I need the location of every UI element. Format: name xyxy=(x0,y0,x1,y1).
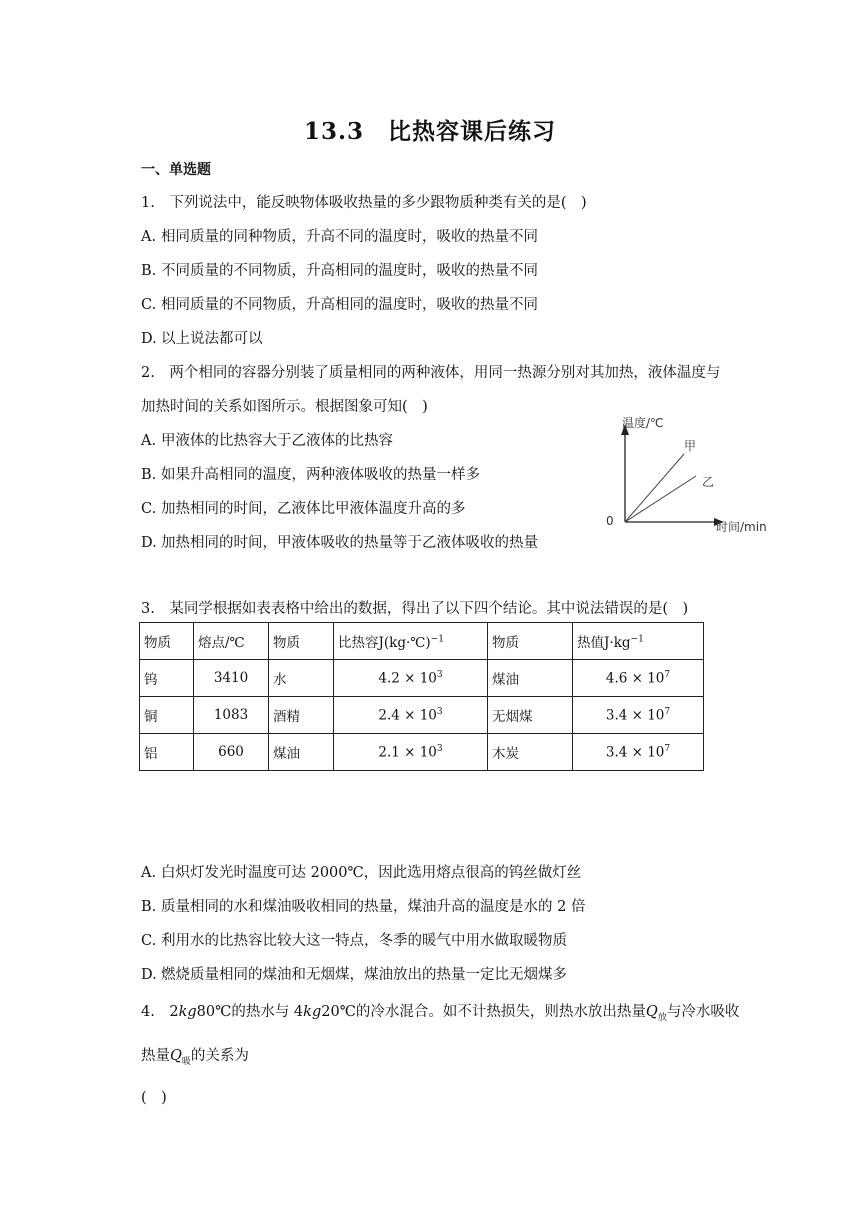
table-cell xyxy=(573,734,704,771)
option-text: 相同质量的不同物质，升高相同的温度时，吸收的热量不同 xyxy=(161,297,538,313)
option-letter: B. xyxy=(141,899,157,915)
table-cell: 物质 xyxy=(488,623,573,660)
option-text: 加热相同的时间，甲液体吸收的热量等于乙液体吸收的热量 xyxy=(161,535,538,551)
q3-option-b[interactable] xyxy=(141,895,585,916)
option-letter: D. xyxy=(141,535,157,551)
table-cell: 煤油 xyxy=(488,660,573,697)
value-base: 2.4 × 10 xyxy=(378,707,437,724)
mass-hot: 2 xyxy=(169,1004,179,1020)
q4-stem-line2 xyxy=(141,1044,249,1067)
table-cell xyxy=(334,623,488,660)
table-row xyxy=(140,697,704,734)
option-letter: C. xyxy=(141,297,157,313)
q2-stem-line2: 加热时间的关系如图所示。根据图象可知( ) xyxy=(141,399,428,415)
table-cell: 1083 xyxy=(194,697,269,734)
table-cell: 660 xyxy=(194,734,269,771)
q2-stem-line1: 2. 两个相同的容器分别装了质量相同的两种液体，用同一热源分别对其加热，液体温度与 xyxy=(141,365,721,381)
exponent: −1 xyxy=(630,634,644,645)
option-text: 白炽灯发光时温度可达 2000℃，因此选用熔点很高的钨丝做灯丝 xyxy=(161,865,582,881)
q3-option-c[interactable] xyxy=(141,929,567,950)
exponent: 3 xyxy=(436,743,443,754)
exponent: 3 xyxy=(436,669,443,680)
q1-option-c[interactable] xyxy=(141,293,538,314)
value-base: 4.2 × 10 xyxy=(378,670,437,687)
table-cell: 木炭 xyxy=(488,734,573,771)
unit-kg: kg xyxy=(303,1004,322,1020)
table-cell xyxy=(573,623,704,660)
option-text: 不同质量的不同物质，升高相同的温度时，吸收的热量不同 xyxy=(161,263,538,279)
option-letter: B. xyxy=(141,467,157,483)
option-text: 加热相同的时间，乙液体比甲液体温度升高的多 xyxy=(161,501,466,517)
table-cell: 熔点/℃ xyxy=(194,623,269,660)
table-cell: 物质 xyxy=(269,623,334,660)
exponent: 3 xyxy=(436,706,443,717)
option-text: 燃烧质量相同的煤油和无烟煤，煤油放出的热量一定比无烟煤多 xyxy=(161,967,567,983)
data-table xyxy=(139,622,704,771)
exponent: −1 xyxy=(430,634,444,645)
table-row xyxy=(140,660,704,697)
option-letter: C. xyxy=(141,933,157,949)
q1-option-b[interactable] xyxy=(141,259,538,280)
q1-option-d[interactable] xyxy=(141,327,263,348)
table-cell xyxy=(334,660,488,697)
specific-heat-header: 比热容J(kg·℃) xyxy=(338,635,431,651)
table-cell xyxy=(334,734,488,771)
q1-option-a[interactable] xyxy=(141,225,538,246)
q1-stem: 1. 下列说法中，能反映物体吸收热量的多少跟物质种类有关的是( ) xyxy=(141,195,587,211)
q2-option-d[interactable] xyxy=(141,531,538,552)
option-letter: A. xyxy=(141,433,157,449)
option-text: 相同质量的同种物质，升高不同的温度时，吸收的热量不同 xyxy=(161,229,538,245)
q4-text-1: 80℃的热水与 4 xyxy=(196,1004,304,1020)
exponent: 7 xyxy=(664,743,671,754)
table-cell xyxy=(573,660,704,697)
exponent: 7 xyxy=(664,669,671,680)
option-letter: A. xyxy=(141,229,157,245)
heat-value-header: 热值J·kg xyxy=(577,635,631,651)
q2-option-a[interactable] xyxy=(141,429,393,450)
option-letter: D. xyxy=(141,967,157,983)
q3-option-d[interactable] xyxy=(141,963,567,984)
table-cell: 煤油 xyxy=(269,734,334,771)
table-cell: 酒精 xyxy=(269,697,334,734)
q2-option-c[interactable] xyxy=(141,497,466,518)
section-heading: 一、单选题 xyxy=(141,162,211,178)
table-row xyxy=(140,734,704,771)
option-letter: D. xyxy=(141,331,157,347)
option-text: 甲液体的比热容大于乙液体的比热容 xyxy=(161,433,393,449)
q4-answer-paren: ( ) xyxy=(141,1090,167,1106)
option-letter: B. xyxy=(141,263,157,279)
value-base: 3.4 × 10 xyxy=(605,707,665,724)
q4-text-3: 与冷水吸收 xyxy=(666,1004,740,1020)
option-letter: A. xyxy=(141,865,157,881)
subscript-release: 放 xyxy=(657,1012,667,1023)
q4-text-2: 20℃的冷水混合。如不计热损失，则热水放出热量 xyxy=(321,1004,646,1020)
table-cell: 水 xyxy=(269,660,334,697)
q4-text-4: 热量 xyxy=(141,1048,170,1064)
q4-stem-line1 xyxy=(141,1000,739,1023)
table-cell: 3410 xyxy=(194,660,269,697)
table-cell xyxy=(334,697,488,734)
option-letter: C. xyxy=(141,501,157,517)
exponent: 7 xyxy=(664,706,671,717)
value-base: 3.4 × 10 xyxy=(605,744,665,761)
symbol-q: Q xyxy=(645,1004,658,1020)
table-cell: 物质 xyxy=(140,623,194,660)
page-title: 13.3 比热容课后练习 xyxy=(303,118,557,145)
line-yi-label: 乙 xyxy=(702,475,715,489)
q3-stem: 3. 某同学根据如表表格中给出的数据，得出了以下四个结论。其中说法错误的是( ) xyxy=(141,601,689,617)
q4-text-5: 的关系为 xyxy=(190,1048,249,1064)
unit-kg: kg xyxy=(178,1004,197,1020)
symbol-q: Q xyxy=(170,1048,182,1064)
line-yi xyxy=(625,476,696,522)
y-axis-label: 温度/℃ xyxy=(622,416,664,430)
x-axis-label: 时间/min xyxy=(716,520,767,534)
option-text: 以上说法都可以 xyxy=(161,331,263,347)
origin-label: 0 xyxy=(606,514,614,528)
temperature-time-graph xyxy=(600,410,790,540)
q3-option-a[interactable] xyxy=(141,861,581,882)
table-cell xyxy=(573,697,704,734)
table-cell: 铜 xyxy=(140,697,194,734)
subscript-absorb: 吸 xyxy=(181,1056,191,1067)
value-base: 4.6 × 10 xyxy=(605,670,665,687)
value-base: 2.1 × 10 xyxy=(378,744,437,761)
q4-number: 4. xyxy=(141,1004,155,1020)
option-text: 如果升高相同的温度，两种液体吸收的热量一样多 xyxy=(161,467,480,483)
table-cell: 无烟煤 xyxy=(488,697,573,734)
table-cell: 钨 xyxy=(140,660,194,697)
option-text: 质量相同的水和煤油吸收相同的热量，煤油升高的温度是水的 2 倍 xyxy=(161,899,586,915)
table-header-row xyxy=(140,623,704,660)
line-jia xyxy=(625,454,684,522)
line-jia-label: 甲 xyxy=(684,439,697,453)
table-cell: 铝 xyxy=(140,734,194,771)
option-text: 利用水的比热容比较大这一特点，冬季的暖气中用水做取暖物质 xyxy=(161,933,567,949)
q2-option-b[interactable] xyxy=(141,463,480,484)
